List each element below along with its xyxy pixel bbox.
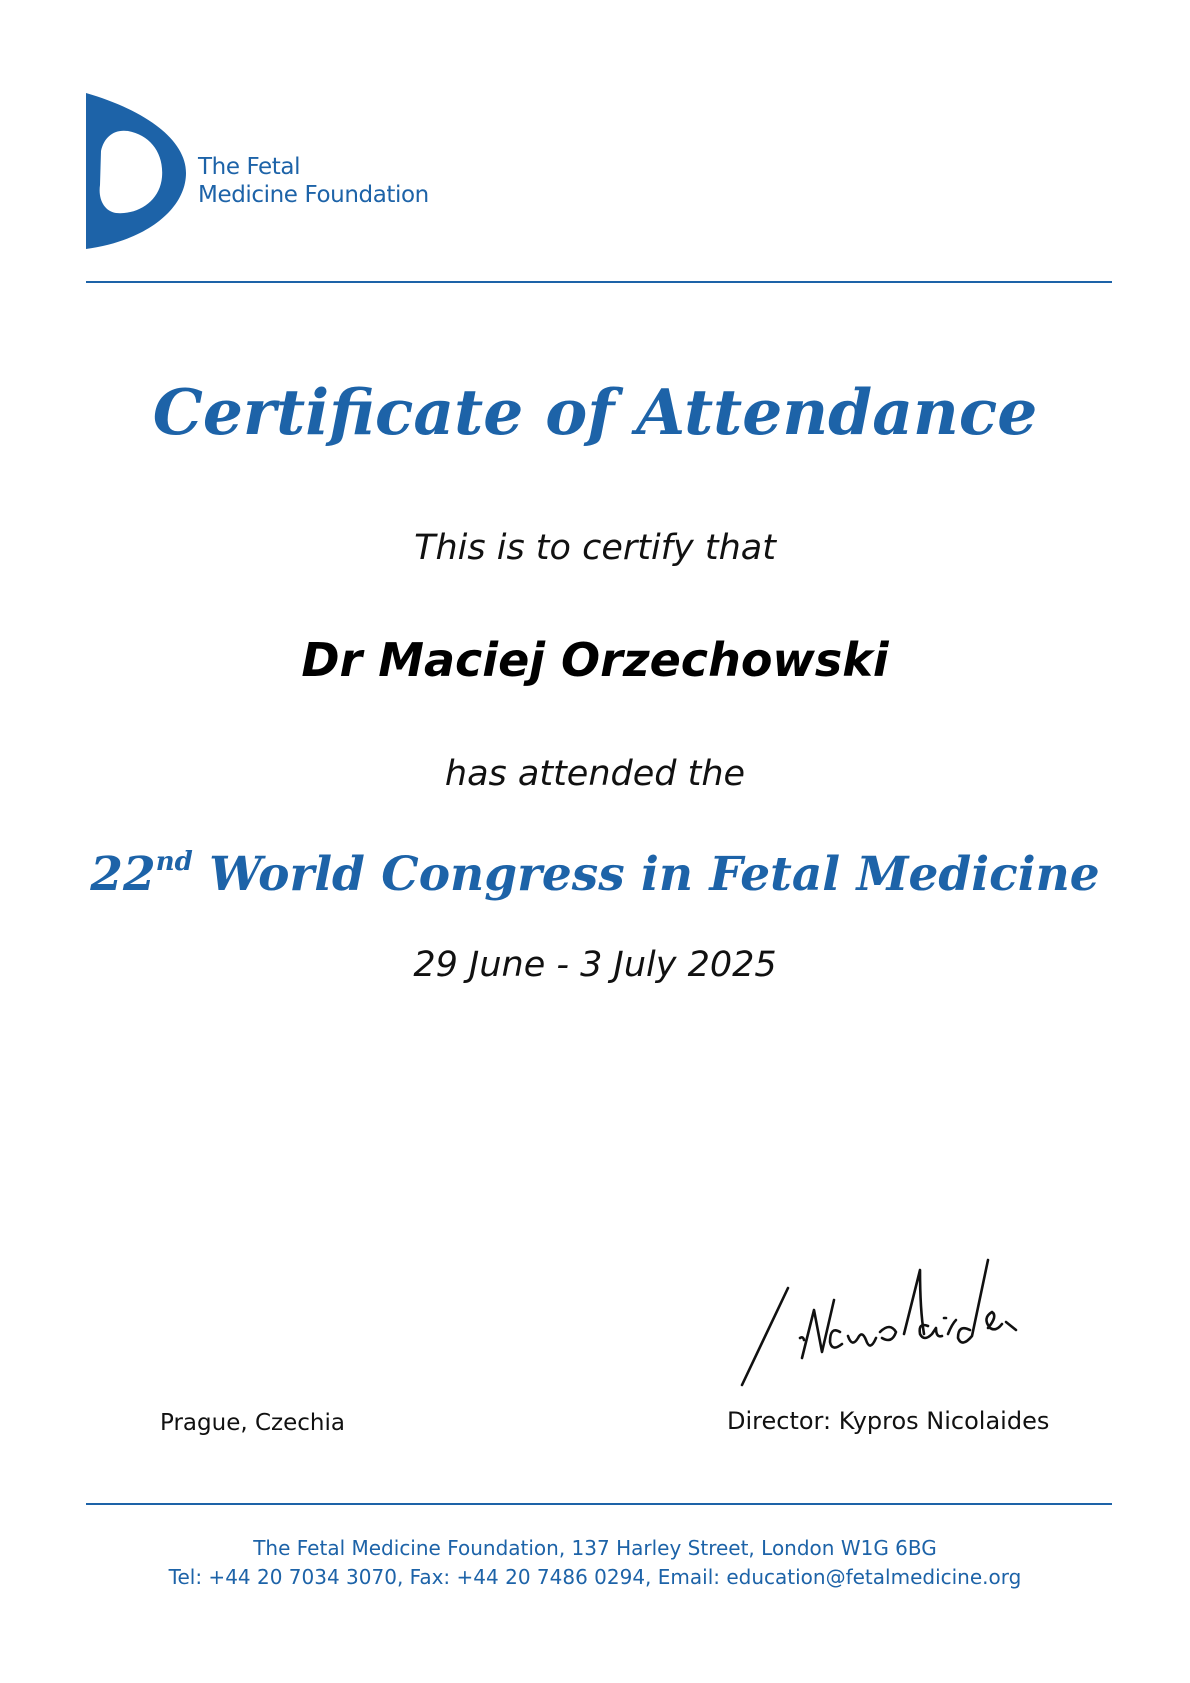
event-location: Prague, Czechia xyxy=(160,1410,345,1436)
event-title xyxy=(0,845,1190,905)
director-name: Director: Kypros Nicolaides xyxy=(727,1407,1050,1435)
event-name: World Congress in Fetal Medicine xyxy=(192,847,1100,902)
event-ordinal: nd xyxy=(155,847,193,877)
logo-line-2: Medicine Foundation xyxy=(198,182,429,208)
handwritten-signature xyxy=(730,1240,1040,1390)
fmf-d-mark-icon xyxy=(86,93,186,249)
logo-text xyxy=(198,153,429,209)
footer-contact: Tel: +44 20 7034 3070, Fax: +44 20 7486 0294, Email: education@fetalmedicine.org xyxy=(168,1565,1022,1589)
event-number: 22 xyxy=(90,847,156,902)
attended-text: has attended the xyxy=(444,754,746,794)
recipient-name: Dr Maciej Orzechowski xyxy=(301,633,889,687)
footer-divider xyxy=(86,1503,1112,1505)
logo-line-1: The Fetal xyxy=(198,154,301,180)
foundation-logo xyxy=(86,93,446,249)
footer-address: The Fetal Medicine Foundation, 137 Harley Street, London W1G 6BG xyxy=(253,1536,937,1560)
event-dates: 29 June - 3 July 2025 xyxy=(413,945,777,985)
header-divider xyxy=(86,281,1112,283)
certificate-title: Certificate of Attendance xyxy=(152,375,1038,449)
certify-intro: This is to certify that xyxy=(414,528,776,568)
